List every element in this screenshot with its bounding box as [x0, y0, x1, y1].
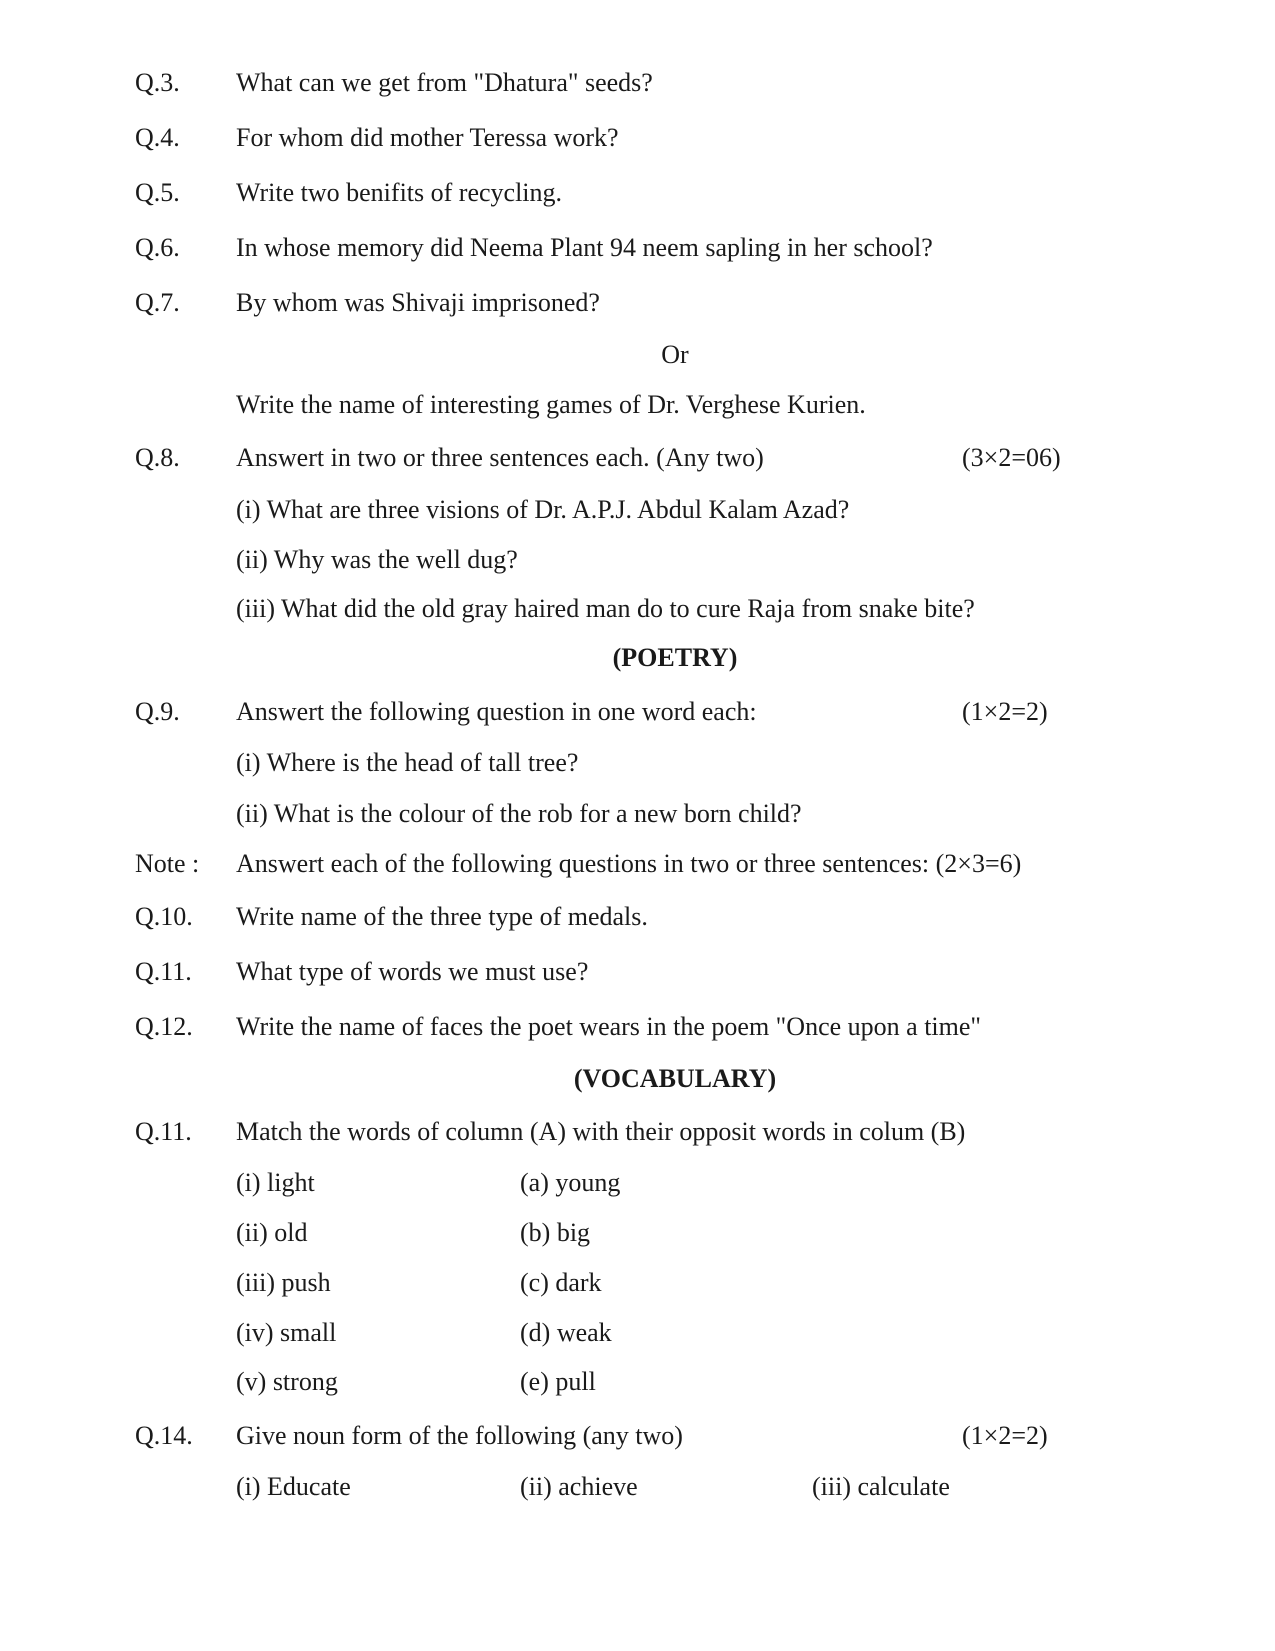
question-text: Match the words of column (A) with their opposit words in colum (B) — [236, 1117, 966, 1146]
question-number: Q.8. — [135, 443, 180, 472]
question-number: Q.3. — [135, 68, 180, 97]
question-text: What can we get from "Dhatura" seeds? — [236, 68, 653, 97]
note-text: Answert each of the following questions in two or three sentences: (2×3=6) — [236, 849, 1022, 878]
section-heading-vocabulary: (VOCABULARY) — [573, 1064, 777, 1093]
column-b-item: (a) young — [520, 1168, 621, 1197]
column-b-item: (b) big — [520, 1218, 591, 1247]
marks-label: (3×2=06) — [962, 443, 1061, 472]
noun-form-item: (i) Educate — [236, 1472, 351, 1501]
noun-form-item: (ii) achieve — [520, 1472, 638, 1501]
sub-question: (ii) What is the colour of the rob for a new born child? — [236, 799, 802, 828]
question-text: In whose memory did Neema Plant 94 neem sapling in her school? — [236, 233, 933, 262]
question-text: Give noun form of the following (any two) — [236, 1421, 683, 1450]
question-text: What type of words we must use? — [236, 957, 589, 986]
noun-form-item: (iii) calculate — [812, 1472, 950, 1501]
question-text: Answert in two or three sentences each. (Any two) — [236, 443, 764, 472]
question-number: Q.4. — [135, 123, 180, 152]
column-a-item: (v) strong — [236, 1367, 338, 1396]
sub-question: (i) What are three visions of Dr. A.P.J. Abdul Kalam Azad? — [236, 495, 850, 524]
column-a-item: (ii) old — [236, 1218, 308, 1247]
sub-question: (ii) Why was the well dug? — [236, 545, 518, 574]
note-label: Note : — [135, 849, 200, 878]
column-a-item: (i) light — [236, 1168, 315, 1197]
question-number: Q.11. — [135, 957, 192, 986]
question-number: Q.12. — [135, 1012, 193, 1041]
column-b-item: (d) weak — [520, 1318, 612, 1347]
sub-question: (iii) What did the old gray haired man do to cure Raja from snake bite? — [236, 594, 975, 623]
question-number: Q.7. — [135, 288, 180, 317]
question-text: Write two benifits of recycling. — [236, 178, 563, 207]
sub-question: (i) Where is the head of tall tree? — [236, 748, 579, 777]
question-number: Q.5. — [135, 178, 180, 207]
question-number: Q.11. — [135, 1117, 192, 1146]
question-text: Write the name of faces the poet wears in the poem "Once upon a time" — [236, 1012, 982, 1041]
question-text: For whom did mother Teressa work? — [236, 123, 619, 152]
column-a-item: (iv) small — [236, 1318, 337, 1347]
question-text: By whom was Shivaji imprisoned? — [236, 288, 600, 317]
or-separator: Or — [661, 340, 689, 369]
column-a-item: (iii) push — [236, 1268, 331, 1297]
question-text: Write name of the three type of medals. — [236, 902, 648, 931]
question-alternative-text: Write the name of interesting games of Dr. Verghese Kurien. — [236, 390, 866, 419]
question-number: Q.14. — [135, 1421, 193, 1450]
column-b-item: (e) pull — [520, 1367, 596, 1396]
question-number: Q.10. — [135, 902, 193, 931]
question-text: Answert the following question in one word each: — [236, 697, 757, 726]
question-number: Q.9. — [135, 697, 180, 726]
marks-label: (1×2=2) — [962, 697, 1048, 726]
column-b-item: (c) dark — [520, 1268, 602, 1297]
question-number: Q.6. — [135, 233, 180, 262]
marks-label: (1×2=2) — [962, 1421, 1048, 1450]
section-heading-poetry: (POETRY) — [612, 643, 738, 672]
